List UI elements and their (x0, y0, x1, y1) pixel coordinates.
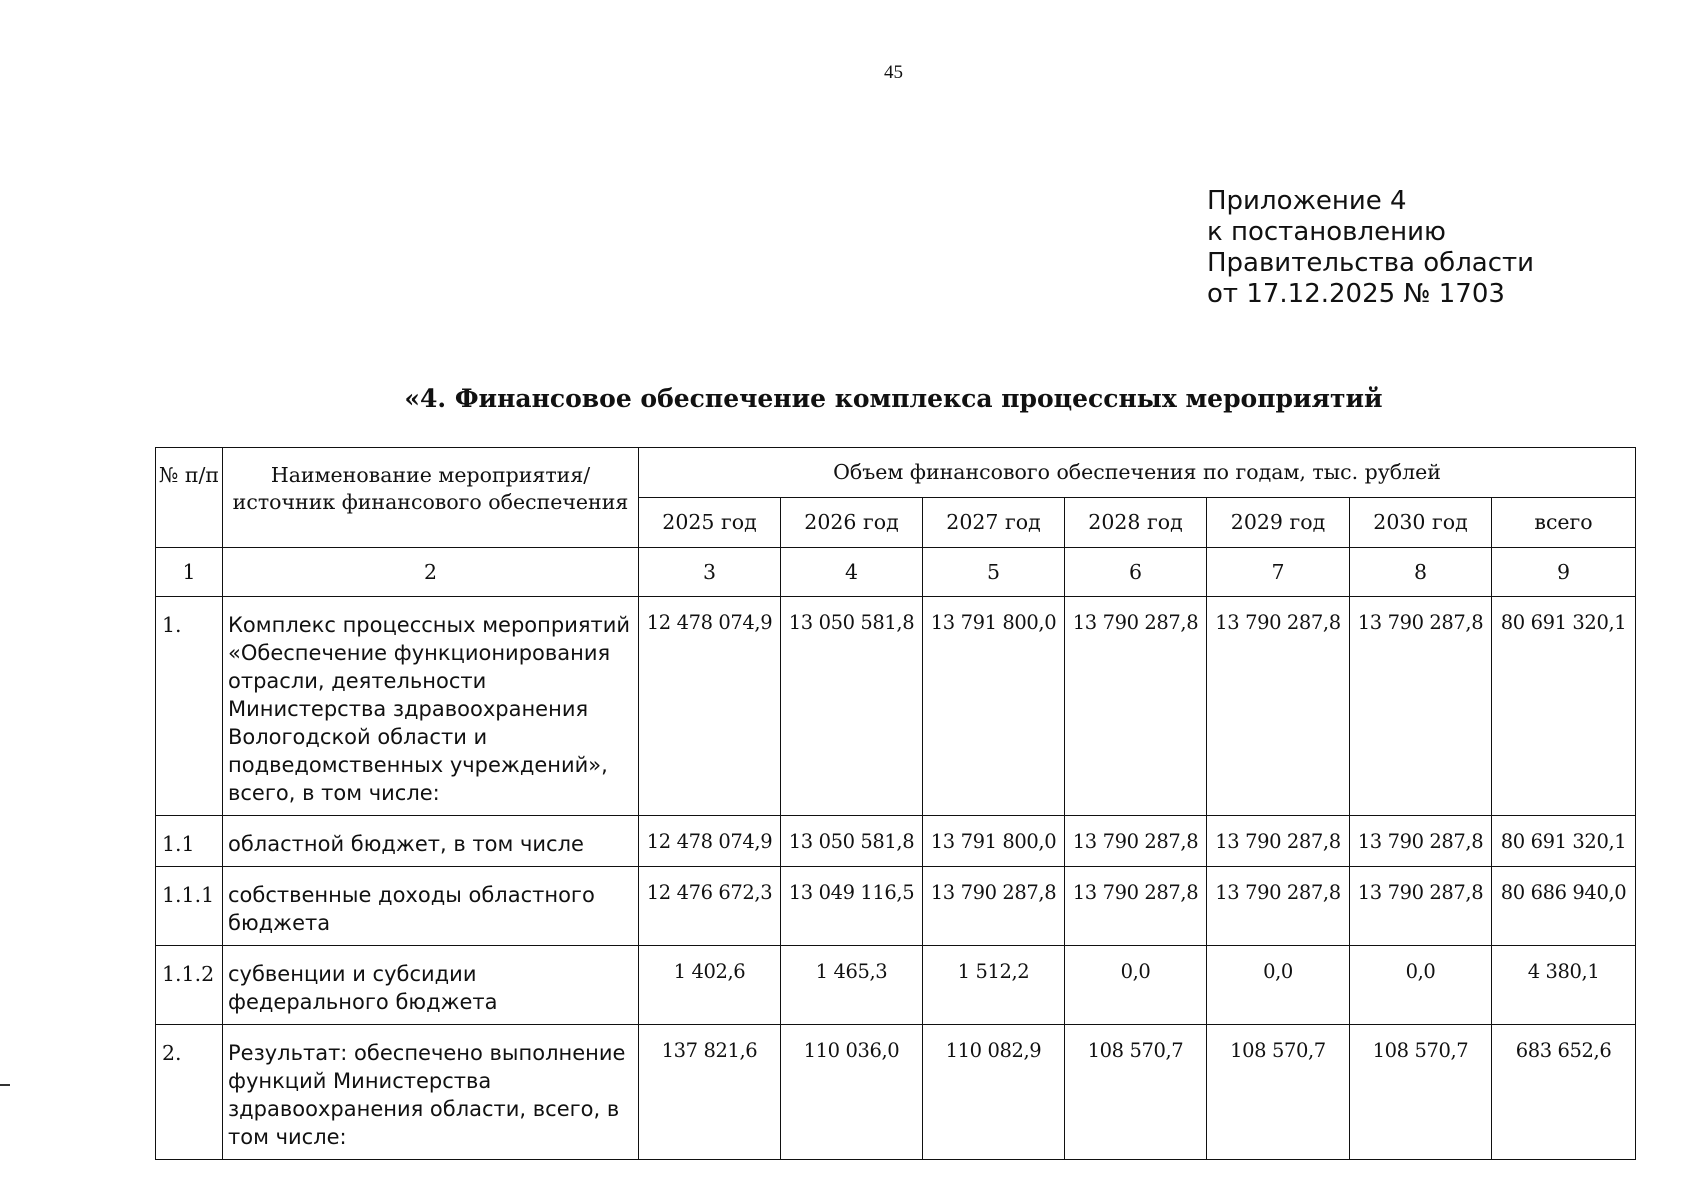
row-value: 13 790 287,8 (1065, 867, 1207, 946)
header-year-5: 2029 год (1207, 498, 1350, 548)
row-value: 13 050 581,8 (781, 597, 923, 816)
row-index: 1. (156, 597, 223, 816)
row-value: 0,0 (1065, 946, 1207, 1025)
table-row (156, 1025, 1636, 1160)
column-number-6: 6 (1065, 548, 1207, 597)
appendix-block (1207, 186, 1534, 310)
column-number-7: 7 (1207, 548, 1350, 597)
header-year-4: 2028 год (1065, 498, 1207, 548)
row-value: 1 402,6 (639, 946, 781, 1025)
column-number-1: 1 (156, 548, 223, 597)
row-value: 13 791 800,0 (923, 816, 1065, 867)
row-name: собственные доходы областного бюджета (223, 867, 639, 946)
header-column-numbers-row (156, 548, 1636, 597)
header-col-no: № п/п (156, 448, 223, 548)
row-value: 108 570,7 (1065, 1025, 1207, 1160)
table-row (156, 597, 1636, 816)
row-value: 13 790 287,8 (1350, 867, 1492, 946)
row-value: 13 790 287,8 (1350, 816, 1492, 867)
row-value: 80 691 320,1 (1492, 816, 1636, 867)
column-number-2: 2 (223, 548, 639, 597)
header-col-name: Наименование мероприятия/источник финансового обеспечения (223, 448, 639, 548)
row-value: 12 478 074,9 (639, 816, 781, 867)
row-value: 1 512,2 (923, 946, 1065, 1025)
row-value: 12 476 672,3 (639, 867, 781, 946)
row-value: 13 790 287,8 (1207, 816, 1350, 867)
row-value: 0,0 (1350, 946, 1492, 1025)
header-year-3: 2027 год (923, 498, 1065, 548)
row-name: Результат: обеспечено выполнение функций Министерства здравоохранения области, всего, в том числе: (223, 1025, 639, 1160)
table-row (156, 867, 1636, 946)
row-value: 108 570,7 (1207, 1025, 1350, 1160)
row-value: 4 380,1 (1492, 946, 1636, 1025)
row-value: 108 570,7 (1350, 1025, 1492, 1160)
margin-mark (0, 1084, 10, 1086)
appendix-line-3: Правительства области (1207, 248, 1535, 278)
row-value: 110 036,0 (781, 1025, 923, 1160)
row-value: 13 791 800,0 (923, 597, 1065, 816)
column-number-4: 4 (781, 548, 923, 597)
header-year-2: 2026 год (781, 498, 923, 548)
row-value: 683 652,6 (1492, 1025, 1636, 1160)
row-index: 2. (156, 1025, 223, 1160)
row-value: 0,0 (1207, 946, 1350, 1025)
row-value: 13 790 287,8 (1207, 597, 1350, 816)
page-number: 45 (884, 62, 903, 83)
header-funding-group: Объем финансового обеспечения по годам, тыс. рублей (639, 448, 1636, 498)
row-value: 13 790 287,8 (1065, 816, 1207, 867)
row-value: 12 478 074,9 (639, 597, 781, 816)
row-value: 13 790 287,8 (1350, 597, 1492, 816)
section-title: «4. Финансовое обеспечение комплекса процессных мероприятий (404, 384, 1383, 413)
row-value: 80 686 940,0 (1492, 867, 1636, 946)
appendix-line-4: от 17.12.2025 № 1703 (1207, 279, 1505, 309)
row-value: 110 082,9 (923, 1025, 1065, 1160)
row-index: 1.1.1 (156, 867, 223, 946)
row-value: 13 790 287,8 (1207, 867, 1350, 946)
header-year-7: всего (1492, 498, 1636, 548)
row-name: областной бюджет, в том числе (223, 816, 639, 867)
row-value: 13 790 287,8 (1065, 597, 1207, 816)
column-number-3: 3 (639, 548, 781, 597)
row-index: 1.1.2 (156, 946, 223, 1025)
appendix-line-2: к постановлению (1207, 217, 1446, 247)
table-body (156, 597, 1636, 1160)
table-row (156, 816, 1636, 867)
row-value: 1 465,3 (781, 946, 923, 1025)
row-value: 13 050 581,8 (781, 816, 923, 867)
row-value: 13 049 116,5 (781, 867, 923, 946)
header-year-6: 2030 год (1350, 498, 1492, 548)
row-name: субвенции и субсидии федерального бюджета (223, 946, 639, 1025)
row-value: 80 691 320,1 (1492, 597, 1636, 816)
column-number-8: 8 (1350, 548, 1492, 597)
row-index: 1.1 (156, 816, 223, 867)
appendix-line-1: Приложение 4 (1207, 186, 1407, 216)
column-number-5: 5 (923, 548, 1065, 597)
financing-table (155, 447, 1636, 1160)
row-value: 13 790 287,8 (923, 867, 1065, 946)
row-value: 137 821,6 (639, 1025, 781, 1160)
table-row (156, 946, 1636, 1025)
header-year-1: 2025 год (639, 498, 781, 548)
column-number-9: 9 (1492, 548, 1636, 597)
row-name: Комплекс процессных мероприятий «Обеспечение функционирования отрасли, деятельности Министерства здравоохранения Вологодской области и подведомственных учреждений», всего, в том числе: (223, 597, 639, 816)
